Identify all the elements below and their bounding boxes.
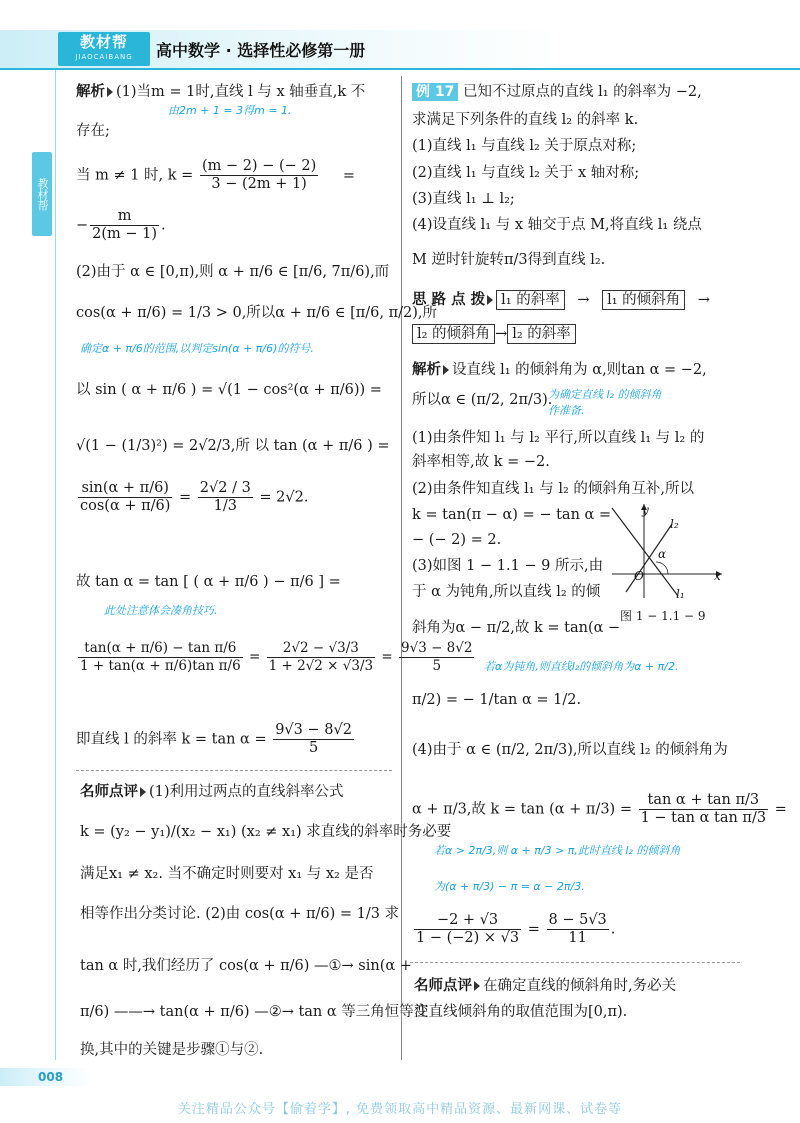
denominator: 1 + 2√2 × √3/3 [268,658,374,674]
review-separator [76,770,392,771]
fraction [399,640,474,675]
text: = [179,489,192,506]
figure-caption: 图 1 − 1.1 − 9 [620,609,706,623]
triangle-icon [474,981,480,991]
text: (1)当m = 1时,直线 l 与 x 轴垂直,k 不 [116,84,366,100]
text-line: 存在; [76,123,110,139]
text: = [527,921,540,938]
annotation-note: 由2m + 1 = 3得m = 1. [168,104,292,117]
text-line: 故 tan α = tan [ ( α + π/6 ) − π/6 ] = [76,574,341,590]
text-line: 换,其中的关键是步骤①与②. [80,1042,264,1058]
fraction [78,640,243,675]
text-line: (3)如图 1 − 1.1 − 9 所示,由 [412,558,604,574]
example-badge: 例 17 [412,83,458,101]
text-line: 满足x₁ ≠ x₂. 当不确定时则要对 x₁ 与 x₂ 是否 [80,866,374,882]
logo-sub: JIAOCAIBANG [75,53,133,61]
fraction [639,792,768,827]
text-line: 注直线倾斜角的取值范围为[0,π). [414,1004,628,1020]
fraction [78,480,172,515]
hint-label: 思 路 点 拨 [412,292,486,308]
numerator: m [90,208,159,226]
numerator: 9√3 − 8√2 [401,640,473,656]
text-line: (1)直线 l₁ 与直线 l₂ 关于原点对称; [412,138,637,154]
numerator: sin(α + π/6) [78,480,172,498]
denominator: 2(m − 1) [92,226,158,242]
text-line: 斜率相等,故 k = −2. [412,454,550,470]
hint-box: l₁ 的倾斜角 [602,290,685,310]
formula-line [76,208,166,243]
text-line: − (− 2) = 2. [412,532,502,548]
text: = [248,649,261,665]
text: 已知不过原点的直线 l₁ 的斜率为 −2, [462,84,702,100]
triangle-icon [107,87,113,97]
annotation-note: 为确定直线 l₂ 的倾斜角 [548,388,662,401]
arrow: → [495,326,508,342]
hint-row [412,290,710,310]
formula-line [76,640,476,675]
text: (1)利用过两点的直线斜率公式 [149,784,344,800]
formula-line [412,912,615,947]
text: . [161,217,166,234]
text-line: (4)设直线 l₁ 与 x 轴交于点 M,将直线 l₁ 绕点 [412,217,702,233]
formula-line [76,158,355,193]
denominator: 1 + tan(α + π/6)tan π/6 [80,658,241,674]
fig-y-label: y [642,503,649,517]
page-number: 008 [38,1070,64,1084]
line-l1 [612,508,678,596]
text-line: cos(α + π/6) = 1/3 > 0,所以α + π/6 ∈ [π/6, π/2),所 [76,305,437,321]
text-line: (3)直线 l₁ ⊥ l₂; [412,191,515,207]
text-line: 于 α 为钝角,所以直线 l₂ 的倾 [412,584,601,600]
review-line-1 [414,976,676,996]
logo-main: 教材帮 [79,33,128,51]
formula-line [76,722,356,757]
text: = [342,167,356,184]
numerator: (m − 2) − (− 2) [201,158,317,174]
text-line: π/6) ——→ tan(α + π/6) —②→ tan α 等三角恒等变 [80,1004,429,1020]
denominator: 5 [432,658,442,674]
annotation-note: 为(α + π/3) − π = α − 2π/3. [434,880,585,893]
arrow: → [697,292,710,308]
annotation-note: 若α为钝角,则直线l₂的倾斜角为α + π/2. [484,660,679,673]
text-line: (4)由于 α ∈ (π/2, 2π/3),所以直线 l₂ 的倾斜角为 [412,742,728,758]
numerator: tan(α + π/6) − tan π/6 [78,640,243,658]
fraction [198,480,253,515]
text: 设直线 l₁ 的倾斜角为 α,则tan α = −2, [452,362,707,378]
denominator: cos(α + π/6) [80,498,171,514]
denominator: 1 − (−2) × √3 [416,930,520,946]
text-line: (2)由条件知直线 l₁ 与 l₂ 的倾斜角互补,所以 [412,481,694,497]
column-divider [401,76,402,1060]
text: = [381,649,393,665]
page-title: 高中数学 · 选择性必修第一册 [156,41,366,60]
fig-x-label: x [714,569,721,583]
solution-line-1 [76,82,365,102]
fig-l1-label: l₁ [676,587,685,601]
text: = [774,801,787,818]
solution-label: 解析 [412,362,441,378]
header-divider [0,68,800,70]
numerator: 2√2 / 3 [199,480,251,496]
brand-logo [58,32,150,66]
text: α + π/3,故 k = tan (α + π/3) = [412,801,632,818]
fraction [90,208,159,243]
text: . [610,921,616,938]
example-line-1 [412,82,702,102]
hint-box: l₁ 的斜率 [496,290,565,310]
fraction [547,912,609,947]
hint-row-2 [412,324,576,344]
triangle-icon [443,365,449,375]
text-line: √(1 − (1/3)²) = 2√2/3,所 以 tan (α + π/6 ) = [76,438,390,454]
fraction [267,640,376,675]
arrow: → [577,292,590,308]
text-line: (1)由条件知 l₁ 与 l₂ 平行,所以直线 l₁ 与 l₂ 的 [412,430,705,446]
review-separator [410,962,740,963]
text-line: (2)直线 l₁ 与直线 l₂ 关于 x 轴对称; [412,165,640,181]
annotation-note: 作准备. [548,404,585,417]
hint-box: l₂ 的斜率 [507,324,576,344]
review-line-1 [80,782,344,802]
text-line: 相等作出分类讨论. (2)由 cos(α + π/6) = 1/3 求 [80,906,400,922]
annotation-note: 确定α + π/6的范围,以判定sin(α + π/6)的符号. [80,342,314,355]
text-line: k = (y₂ − y₁)/(x₂ − x₁) (x₂ ≠ x₁) 求直线的斜率时务必要 [80,824,452,840]
footer-note: 关注精品公众号【偷着学】, 免费领取高中精品资源、最新网课、试卷等 [177,1102,623,1117]
text-line: (2)由于 α ∈ [0,π),则 α + π/6 ∈ [π/6, 7π/6),而 [76,264,390,280]
fraction [414,912,521,947]
solution-line-1 [412,360,707,380]
margin-line [55,70,56,1060]
denominator: 1/3 [213,498,237,514]
fig-alpha-label: α [658,547,667,561]
text-line: 斜角为α − π/2,故 k = tan(α − [412,620,621,636]
triangle-icon [140,787,146,797]
denominator: 11 [568,930,587,946]
text-line: 求满足下列条件的直线 l₂ 的斜率 k. [412,112,639,128]
hint-box: l₂ 的倾斜角 [412,324,495,344]
solution-label: 解析 [76,84,105,100]
triangle-icon [487,295,493,305]
text: = 2√2. [259,489,309,506]
text-line: tan α 时,我们经历了 cos(α + π/6) —①→ sin(α + [80,958,412,974]
text: 即直线 l 的斜率 k = tan α = [76,731,267,748]
text-line: 所以α ∈ (π/2, 2π/3). [412,392,553,408]
side-tab: 教材帮 [32,152,52,236]
review-label: 名师点评 [414,978,472,994]
numerator: 8 − 5√3 [548,912,607,928]
numerator: −2 + √3 [414,912,521,930]
numerator: 9√3 − 8√2 [275,722,352,738]
numerator: 2√2 − √3/3 [267,640,376,658]
text: 在确定直线的倾斜角时,务必关 [483,978,677,994]
annotation-note: 若α > 2π/3,则 α + π/3 > π,此时直线 l₂ 的倾斜角 [434,844,681,857]
formula-line [76,480,308,515]
numerator: tan α + tan π/3 [639,792,768,810]
fraction [200,158,318,193]
text-line: M 逆时针旋转π/3得到直线 l₂. [412,252,606,268]
text: − [76,217,89,234]
fig-origin-label: O [634,569,644,583]
denominator: 1 − tan α tan π/3 [640,810,767,826]
review-label: 名师点评 [80,784,138,800]
text-line: k = tan(π − α) = − tan α = [412,507,612,523]
text-line: π/2) = − 1/tan α = 1/2. [412,692,582,708]
annotation-note: 此处注意体会凑角技巧. [104,604,218,617]
fig-l2-label: l₂ [670,517,679,531]
fraction [273,722,354,757]
text-line: 以 sin ( α + π/6 ) = √(1 − cos²(α + π/6)) = [76,382,382,398]
denominator: 5 [308,740,319,756]
text: 当 m ≠ 1 时, k = [76,167,194,184]
denominator: 3 − (2m + 1) [211,176,307,192]
formula-line [412,792,787,827]
